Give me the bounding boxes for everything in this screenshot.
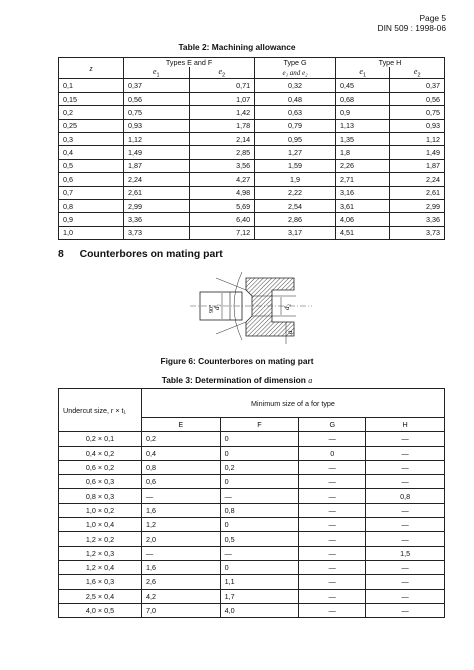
col-type-g-header: Type G xyxy=(255,58,336,68)
min-size-cell: 0,2 xyxy=(142,432,221,446)
min-size-cell: 0,5 xyxy=(220,532,299,546)
col-types-ef-header: Types E and F xyxy=(124,58,255,68)
min-size-cell: — xyxy=(366,446,445,460)
table-row xyxy=(59,432,445,446)
value-cell: 1,27 xyxy=(255,146,336,159)
undercut-size-cell: 1,2 × 0,2 xyxy=(59,532,142,546)
value-cell: 0,93 xyxy=(390,119,445,132)
value-cell: 0,45 xyxy=(335,79,390,92)
sub-e-g: e₁ and e₂ xyxy=(255,67,336,79)
undercut-size-cell: 4,0 × 0,5 xyxy=(59,603,142,617)
z-cell: 0,1 xyxy=(59,79,124,92)
value-cell: 3,73 xyxy=(124,226,190,239)
value-cell: 3,36 xyxy=(390,213,445,226)
value-cell: 0,56 xyxy=(390,92,445,105)
min-size-cell: — xyxy=(366,603,445,617)
d2-label: d₂ xyxy=(283,304,291,310)
z-cell: 0,25 xyxy=(59,119,124,132)
table2-body xyxy=(59,58,445,240)
value-cell: 0,75 xyxy=(124,106,190,119)
value-cell: 1,35 xyxy=(335,133,390,146)
table-row xyxy=(59,489,445,503)
value-cell: 3,17 xyxy=(255,226,336,239)
undercut-size-cell: 0,6 × 0,3 xyxy=(59,475,142,489)
value-cell: 2,61 xyxy=(390,186,445,199)
min-size-cell: — xyxy=(366,575,445,589)
value-cell: 3,56 xyxy=(189,159,255,172)
table-row xyxy=(59,79,445,92)
table-row xyxy=(59,213,445,226)
z-cell: 0,3 xyxy=(59,133,124,146)
min-size-cell: — xyxy=(366,532,445,546)
counterbore-figure xyxy=(186,266,316,346)
value-cell: 0,95 xyxy=(255,133,336,146)
undercut-size-cell: 1,0 × 0,4 xyxy=(59,518,142,532)
min-size-cell: — xyxy=(220,489,299,503)
table-row xyxy=(59,226,445,239)
value-cell: 0,75 xyxy=(390,106,445,119)
min-size-cell: 1,6 xyxy=(142,560,221,574)
value-cell: 2,99 xyxy=(124,199,190,212)
min-size-cell: — xyxy=(366,432,445,446)
min-size-cell: — xyxy=(299,503,366,517)
table-row xyxy=(59,199,445,212)
sub-e2-h: $e_2$ xyxy=(390,67,445,79)
angle-label: 90° xyxy=(209,304,215,313)
table-row xyxy=(59,532,445,546)
min-size-cell: 0,8 xyxy=(220,503,299,517)
value-cell: 0,32 xyxy=(255,79,336,92)
table-row xyxy=(59,575,445,589)
min-size-cell: 1,5 xyxy=(366,546,445,560)
z-cell: 0,8 xyxy=(59,199,124,212)
figure-caption: Figure 6: Counterbores on mating part xyxy=(160,356,314,366)
value-cell: 3,73 xyxy=(390,226,445,239)
value-cell: 1,87 xyxy=(390,159,445,172)
z-cell: 0,15 xyxy=(59,92,124,105)
min-size-cell: — xyxy=(366,460,445,474)
value-cell: 0,79 xyxy=(255,119,336,132)
table-row xyxy=(59,503,445,517)
min-size-cell: 0 xyxy=(220,560,299,574)
value-cell: 1,49 xyxy=(124,146,190,159)
undercut-size-cell: 0,2 × 0,1 xyxy=(59,432,142,446)
value-cell: 2,86 xyxy=(255,213,336,226)
min-size-cell: 1,1 xyxy=(220,575,299,589)
table3-caption: Table 3: Determination of dimension a xyxy=(161,375,313,385)
value-cell: 0,71 xyxy=(189,79,255,92)
value-cell: 3,61 xyxy=(335,199,390,212)
value-cell: 0,56 xyxy=(124,92,190,105)
min-size-cell: 7,0 xyxy=(142,603,221,617)
min-size-cell: 4,0 xyxy=(220,603,299,617)
z-cell: 1,0 xyxy=(59,226,124,239)
table-row xyxy=(59,173,445,186)
undercut-size-cell: 1,0 × 0,2 xyxy=(59,503,142,517)
value-cell: 0,37 xyxy=(124,79,190,92)
min-size-cell: — xyxy=(299,489,366,503)
min-size-cell: 0 xyxy=(299,446,366,460)
value-cell: 2,24 xyxy=(390,173,445,186)
z-cell: 0,9 xyxy=(59,213,124,226)
min-size-cell: 0,6 xyxy=(142,475,221,489)
value-cell: 0,9 xyxy=(335,106,390,119)
value-cell: 0,63 xyxy=(255,106,336,119)
sub-e1-h: $e_1$ xyxy=(335,67,390,79)
table-row xyxy=(59,603,445,617)
type-g-header: G xyxy=(299,418,366,432)
min-size-cell: — xyxy=(299,603,366,617)
table-row xyxy=(59,106,445,119)
undercut-size-cell: 0,6 × 0,2 xyxy=(59,460,142,474)
table-row xyxy=(59,146,445,159)
value-cell: 0,68 xyxy=(335,92,390,105)
table-row xyxy=(59,560,445,574)
value-cell: 0,93 xyxy=(124,119,190,132)
table3-header-row xyxy=(59,389,445,418)
table-row xyxy=(59,475,445,489)
value-cell: 1,8 xyxy=(335,146,390,159)
min-size-cell: — xyxy=(299,475,366,489)
col-undercut-header: Undercut size, r × t₁ xyxy=(59,389,142,432)
min-size-cell: — xyxy=(366,475,445,489)
value-cell: 1,9 xyxy=(255,173,336,186)
page-header xyxy=(378,14,446,33)
min-size-cell: — xyxy=(299,460,366,474)
value-cell: 2,14 xyxy=(189,133,255,146)
value-cell: 2,54 xyxy=(255,199,336,212)
table2-header-row xyxy=(59,58,445,68)
value-cell: 6,40 xyxy=(189,213,255,226)
min-size-cell: — xyxy=(299,518,366,532)
table-row xyxy=(59,460,445,474)
col-min-size-header: Minimum size of a for type xyxy=(142,389,445,418)
min-size-cell: — xyxy=(299,560,366,574)
undercut-size-cell: 2,5 × 0,4 xyxy=(59,589,142,603)
value-cell: 2,24 xyxy=(124,173,190,186)
table-row xyxy=(59,159,445,172)
type-h-header: H xyxy=(366,418,445,432)
col-z-header: z xyxy=(59,58,124,79)
value-cell: 1,78 xyxy=(189,119,255,132)
table-row xyxy=(59,186,445,199)
z-cell: 0,5 xyxy=(59,159,124,172)
min-size-cell: 1,2 xyxy=(142,518,221,532)
z-cell: 0,6 xyxy=(59,173,124,186)
value-cell: 1,12 xyxy=(124,133,190,146)
min-size-cell: — xyxy=(366,560,445,574)
table-row xyxy=(59,518,445,532)
undercut-size-cell: 1,6 × 0,3 xyxy=(59,575,142,589)
value-cell: 1,13 xyxy=(335,119,390,132)
min-size-cell: — xyxy=(299,532,366,546)
undercut-size-cell: 1,2 × 0,3 xyxy=(59,546,142,560)
value-cell: 1,42 xyxy=(189,106,255,119)
value-cell: 0,37 xyxy=(390,79,445,92)
min-size-cell: — xyxy=(142,489,221,503)
d1-label: d₁ xyxy=(213,304,221,310)
min-size-cell: — xyxy=(366,518,445,532)
value-cell: 0,48 xyxy=(255,92,336,105)
table-row xyxy=(59,92,445,105)
page-number: Page 5 xyxy=(419,13,446,23)
section-number: 8 xyxy=(58,249,64,260)
value-cell: 2,71 xyxy=(335,173,390,186)
min-size-cell: 0,4 xyxy=(142,446,221,460)
min-size-cell: 4,2 xyxy=(142,589,221,603)
value-cell: 3,16 xyxy=(335,186,390,199)
min-size-cell: 0 xyxy=(220,518,299,532)
min-size-cell: — xyxy=(366,503,445,517)
min-size-cell: — xyxy=(142,546,221,560)
table-row xyxy=(59,119,445,132)
value-cell: 4,27 xyxy=(189,173,255,186)
min-size-cell: — xyxy=(220,546,299,560)
value-cell: 2,26 xyxy=(335,159,390,172)
value-cell: 1,59 xyxy=(255,159,336,172)
z-cell: 0,7 xyxy=(59,186,124,199)
value-cell: 4,06 xyxy=(335,213,390,226)
min-size-cell: 0,8 xyxy=(142,460,221,474)
document-id: DIN 509 : 1998-06 xyxy=(377,22,446,33)
value-cell: 2,99 xyxy=(390,199,445,212)
min-size-cell: 0,2 xyxy=(220,460,299,474)
min-size-cell: — xyxy=(299,546,366,560)
min-size-cell: — xyxy=(299,432,366,446)
undercut-size-cell: 0,4 × 0,2 xyxy=(59,446,142,460)
chamfer-ext-line xyxy=(216,278,246,290)
value-cell: 2,61 xyxy=(124,186,190,199)
z-cell: 0,2 xyxy=(59,106,124,119)
section-title: Counterbores on mating part xyxy=(79,249,223,260)
table-row xyxy=(59,133,445,146)
value-cell: 2,22 xyxy=(255,186,336,199)
min-size-cell: — xyxy=(366,589,445,603)
value-cell: 5,69 xyxy=(189,199,255,212)
type-e-header: E xyxy=(142,418,221,432)
min-size-cell: 0 xyxy=(220,446,299,460)
table3-body xyxy=(59,389,445,618)
value-cell: 1,12 xyxy=(390,133,445,146)
type-f-header: F xyxy=(220,418,299,432)
min-size-cell: 0,8 xyxy=(366,489,445,503)
value-cell: 3,36 xyxy=(124,213,190,226)
a-label: a xyxy=(286,330,294,334)
min-size-cell: 2,6 xyxy=(142,575,221,589)
z-cell: 0,4 xyxy=(59,146,124,159)
min-size-cell: 2,0 xyxy=(142,532,221,546)
min-size-cell: 0 xyxy=(220,475,299,489)
min-size-cell: — xyxy=(299,575,366,589)
machining-allowance-table xyxy=(58,57,445,240)
col-type-h-header: Type H xyxy=(335,58,444,68)
table-row xyxy=(59,589,445,603)
section-heading xyxy=(58,249,223,260)
undercut-size-cell: 0,8 × 0,3 xyxy=(59,489,142,503)
sub-e1-ef: $e_1$ xyxy=(124,67,190,79)
sub-e2-ef: $e_2$ xyxy=(189,67,255,79)
value-cell: 2,85 xyxy=(189,146,255,159)
value-cell: 7,12 xyxy=(189,226,255,239)
min-size-cell: 1,6 xyxy=(142,503,221,517)
undercut-size-cell: 1,2 × 0,4 xyxy=(59,560,142,574)
value-cell: 1,49 xyxy=(390,146,445,159)
dimension-a-table xyxy=(58,388,445,618)
chamfer-ext-line xyxy=(216,322,246,334)
value-cell: 1,07 xyxy=(189,92,255,105)
value-cell: 4,51 xyxy=(335,226,390,239)
table-row xyxy=(59,446,445,460)
min-size-cell: — xyxy=(299,589,366,603)
value-cell: 4,98 xyxy=(189,186,255,199)
value-cell: 1,87 xyxy=(124,159,190,172)
table2-caption: Table 2: Machining allowance xyxy=(178,42,296,52)
min-size-cell: 1,7 xyxy=(220,589,299,603)
table-row xyxy=(59,546,445,560)
min-size-cell: 0 xyxy=(220,432,299,446)
